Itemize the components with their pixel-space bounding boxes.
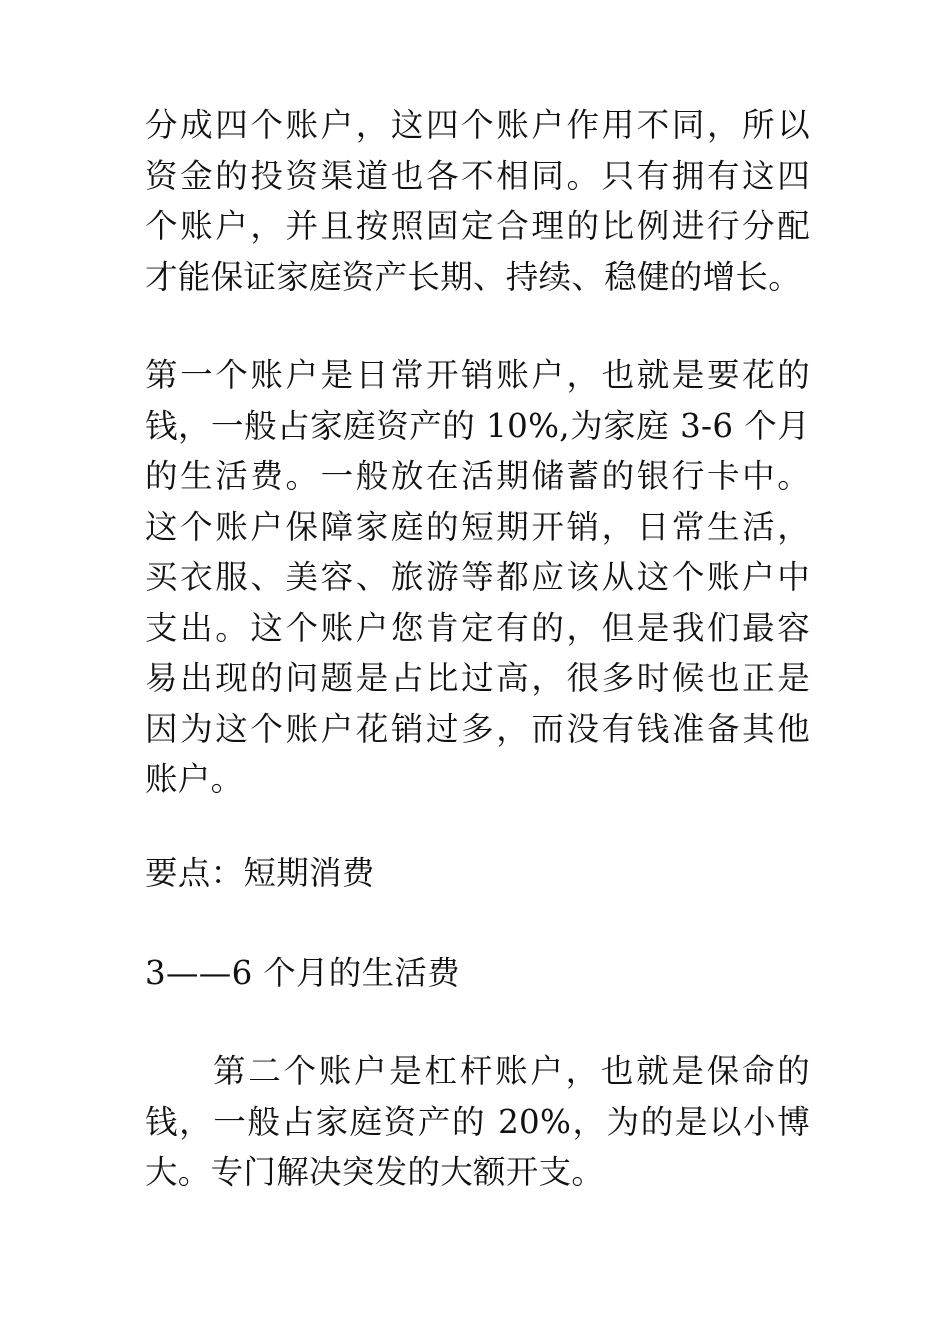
text-line: 支出。这个账户您肯定有的，但是我们最容	[145, 608, 810, 647]
text-line: 第二个账户是杠杆账户，也就是保命的	[213, 1052, 810, 1090]
paragraph-leverage-account	[145, 1046, 810, 1198]
text-line: 买衣服、美容、旅游等都应该从这个账户中	[145, 558, 810, 596]
text-line: 钱，一般占家庭资产的 20%，为的是以小博	[145, 1102, 810, 1141]
text-line: 这个账户保障家庭的短期开销，日常生活，	[145, 507, 810, 546]
text-line: 因为这个账户花销过多，而没有钱准备其他	[145, 709, 810, 748]
text-line: 个账户，并且按照固定合理的比例进行分配	[145, 207, 810, 245]
text-line: 账户。	[145, 760, 244, 798]
text-line: 大。专门解决突发的大额开支。	[145, 1153, 605, 1191]
paragraph-four-accounts	[145, 100, 810, 302]
key-point-text: 要点：短期消费	[145, 854, 375, 892]
text-line: 才能保证家庭资产长期、持续、稳健的增长。	[145, 257, 802, 296]
text-line: 易出现的问题是占比过高，很多时候也正是	[145, 659, 810, 697]
text-line: 第一个账户是日常开销账户，也就是要花的	[145, 356, 810, 394]
living-expense-text: 3——6 个月的生活费	[145, 954, 460, 992]
key-point-line	[145, 848, 810, 899]
living-expense-line	[145, 948, 810, 999]
text-line: 资金的投资渠道也各不相同。只有拥有这四	[145, 156, 810, 195]
paragraph-daily-expense-account	[145, 350, 810, 805]
text-line: 钱，一般占家庭资产的 10%,为家庭 3-6 个月	[145, 406, 810, 445]
text-line: 的生活费。一般放在活期储蓄的银行卡中。	[145, 457, 810, 495]
text-line: 分成四个账户，这四个账户作用不同，所以	[145, 106, 810, 144]
